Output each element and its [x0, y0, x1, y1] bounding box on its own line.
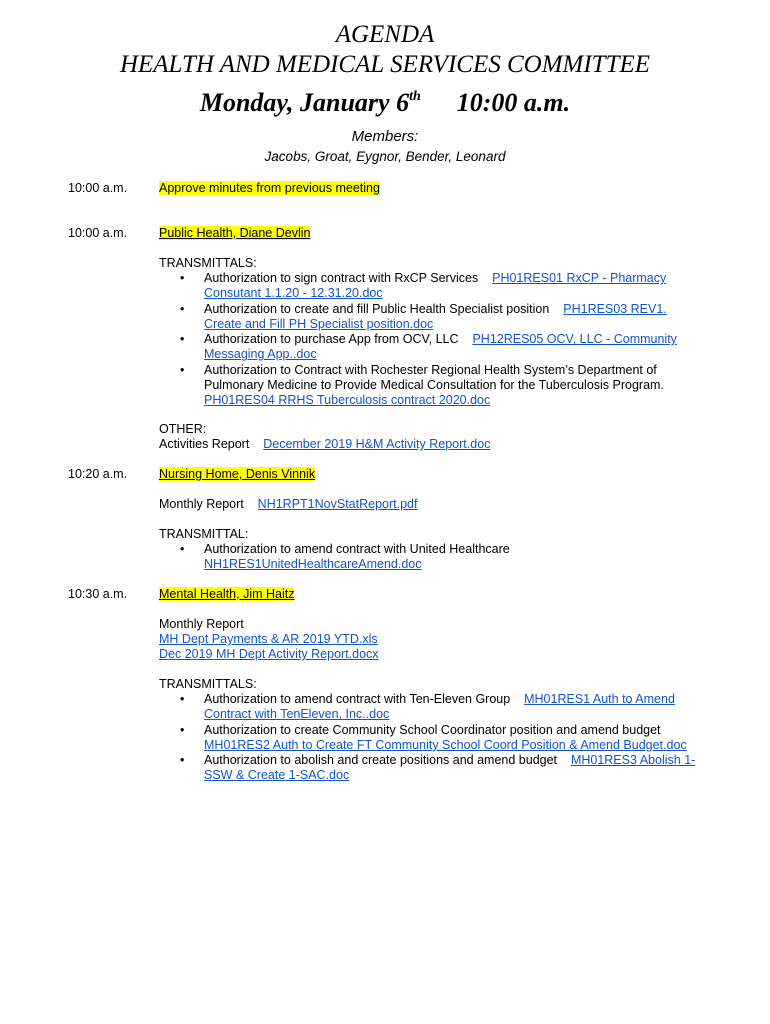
mh-activity-report-link[interactable]: Dec 2019 MH Dept Activity Report.docx [159, 647, 379, 661]
ph-transmittal-4-text: Authorization to Contract with Rochester Regional Health System’s Department of Pulmonary Medicine to Provide Medical Consultation for the Tuberculosis Program. [204, 362, 664, 393]
ph-transmittals-label: TRANSMITTALS: [159, 256, 257, 270]
mh-transmittal-2-link[interactable]: MH01RES2 Auth to Create FT Community School Coord Position & Amend Budget.doc [204, 737, 687, 752]
mh-transmittal-1 [159, 692, 699, 723]
ph-transmittal-2 [159, 302, 699, 333]
committee-title: HEALTH AND MEDICAL SERVICES COMMITTEE [119, 51, 651, 78]
mh-link-activity-row [159, 647, 379, 662]
ph-other-label: OTHER: [159, 422, 207, 436]
bullet-icon: • [180, 332, 185, 347]
mental-health-title: Mental Health, Jim Haitz [159, 587, 295, 601]
meeting-date-time [0, 82, 770, 118]
ph-transmittal-4 [159, 363, 699, 409]
minutes-title: Approve minutes from previous meeting [159, 181, 380, 195]
mh-transmittal-2 [159, 723, 699, 754]
bullet-icon: • [180, 301, 185, 316]
nh-transmittal-label: TRANSMITTAL: [159, 527, 249, 541]
mh-transmittals-label: TRANSMITTALS: [159, 677, 257, 691]
ph-transmittal-1 [159, 271, 699, 302]
ph-transmittal-3-link[interactable]: PH12RES05 OCV, LLC - Community Messaging App..doc [204, 332, 677, 362]
members-heading: Members: [351, 128, 419, 145]
ph-transmittal-3-text: Authorization to purchase App from OCV, LLC [204, 332, 459, 347]
public-health-item [159, 226, 310, 241]
nh-transmittal-1-text: Authorization to amend contract with United Healthcare [204, 542, 510, 556]
mental-health-time: 10:30 a.m. [68, 587, 128, 601]
nh-monthly-link[interactable]: NH1RPT1NovStatReport.pdf [257, 497, 418, 511]
ph-transmittal-2-text: Authorization to create and fill Public Health Specialist position [204, 301, 550, 316]
bullet-icon: • [180, 722, 185, 737]
ph-transmittal-4-link[interactable]: PH01RES04 RRHS Tuberculosis contract 2020.doc [204, 393, 491, 408]
nh-transmittal-1 [159, 542, 699, 573]
ph-activities-label: Activities Report [159, 437, 250, 451]
mental-health-item [159, 587, 294, 602]
ph-transmittals-list [159, 271, 699, 409]
nh-transmittal-list [159, 542, 699, 573]
mh-transmittal-3-link[interactable]: MH01RES3 Abolish 1- SSW & Create 1-SAC.doc [204, 753, 696, 783]
agenda-title: AGENDA [335, 21, 435, 48]
ph-transmittal-1-link[interactable]: PH01RES01 RxCP - Pharmacy Consutant 1.1.20 - 12.31.20.doc [204, 271, 667, 301]
nursing-home-item [159, 467, 315, 482]
mh-transmittals-list [159, 692, 699, 784]
mh-transmittal-2-text: Authorization to create Community School Coordinator position and amend budget [204, 722, 661, 737]
ph-transmittal-3 [159, 332, 699, 363]
ph-activities-row [159, 437, 490, 452]
mh-monthly-label: Monthly Report [159, 617, 244, 631]
meeting-time: 10:00 a.m. [456, 88, 571, 117]
public-health-time: 10:00 a.m. [68, 226, 128, 240]
ph-activities-link[interactable]: December 2019 H&M Activity Report.doc [263, 437, 491, 451]
bullet-icon: • [180, 692, 185, 706]
nursing-home-title: Nursing Home, Denis Vinnik [159, 467, 316, 481]
mh-transmittal-3-text: Authorization to abolish and create positions and amend budget [204, 753, 558, 768]
meeting-day: Monday, January 6 [199, 88, 410, 117]
nursing-home-time: 10:20 a.m. [68, 467, 128, 481]
bullet-icon: • [180, 362, 185, 377]
mh-transmittal-3 [159, 753, 699, 784]
ph-transmittal-2-link[interactable]: PH1RES03 REV1. Create and Fill PH Specialist position.doc [204, 301, 667, 331]
bullet-icon: • [180, 753, 185, 768]
ph-transmittal-1-text: Authorization to sign contract with RxCP Services [204, 271, 479, 285]
minutes-item [159, 181, 380, 196]
public-health-title: Public Health, Diane Devlin [159, 226, 311, 240]
bullet-icon: • [180, 271, 185, 285]
mh-transmittal-1-text: Authorization to amend contract with Ten-Eleven Group [204, 692, 511, 706]
mh-transmittal-1-link[interactable]: MH01RES1 Auth to Amend Contract with TenEleven, Inc..doc [204, 692, 675, 722]
members-names: Jacobs, Groat, Eygnor, Bender, Leonard [264, 149, 506, 164]
bullet-icon: • [180, 542, 185, 556]
nh-monthly-label: Monthly Report [159, 497, 244, 511]
mh-link-payments-row [159, 632, 378, 647]
mh-payments-link[interactable]: MH Dept Payments & AR 2019 YTD.xls [159, 632, 378, 646]
nh-transmittal-1-link[interactable]: NH1RES1UnitedHealthcareAmend.doc [204, 557, 422, 572]
minutes-time: 10:00 a.m. [68, 181, 128, 195]
meeting-day-suffix: th [409, 89, 421, 104]
nh-monthly-row [159, 497, 417, 512]
